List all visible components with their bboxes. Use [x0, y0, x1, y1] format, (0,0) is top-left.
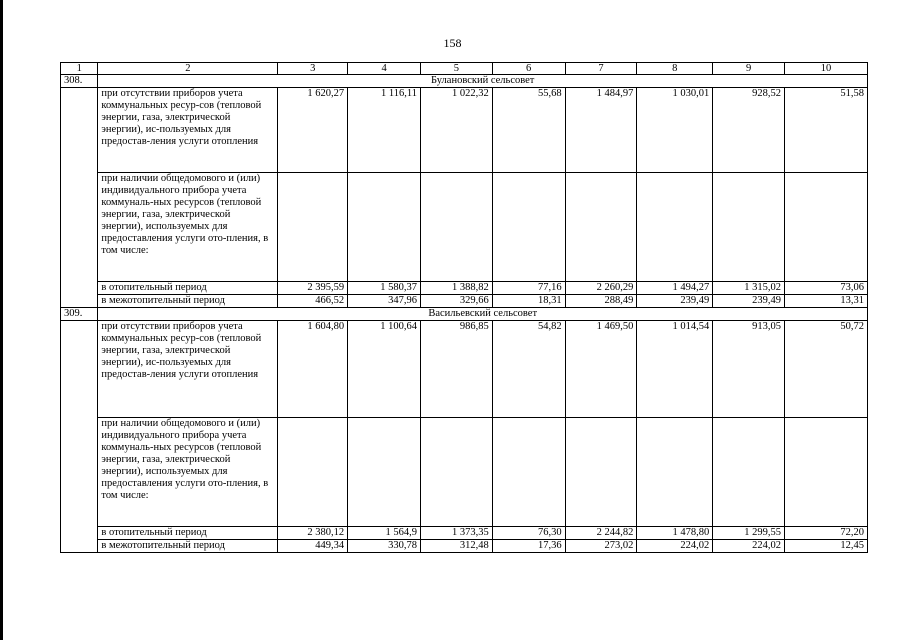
value-cell: 1 022,32	[420, 88, 492, 173]
column-header: 8	[637, 63, 713, 75]
value-cell: 928,52	[713, 88, 785, 173]
value-cell: 2 244,82	[565, 527, 637, 540]
value-cell: 986,85	[420, 321, 492, 418]
row-label: при отсутствии приборов учета коммунальных ресур-сов (тепловой энергии, газа, электрической энергии), ис-пользуемых для предостав-ления услуги отопления	[98, 321, 278, 418]
page-number: 158	[443, 36, 462, 50]
value-cell	[278, 418, 348, 527]
column-header: 5	[420, 63, 492, 75]
row-label: в отопительный период	[98, 527, 278, 540]
value-cell: 449,34	[278, 540, 348, 553]
value-cell	[420, 418, 492, 527]
column-header: 4	[348, 63, 421, 75]
column-number-row	[61, 63, 868, 75]
value-cell: 1 373,35	[420, 527, 492, 540]
value-cell: 73,06	[785, 282, 868, 295]
value-cell: 224,02	[637, 540, 713, 553]
table-row	[61, 321, 868, 418]
value-cell: 329,66	[420, 295, 492, 308]
section-header-row	[61, 308, 868, 321]
value-cell	[348, 173, 421, 282]
value-cell: 1 030,01	[637, 88, 713, 173]
value-cell: 913,05	[713, 321, 785, 418]
value-cell	[492, 173, 565, 282]
value-cell	[348, 418, 421, 527]
value-cell: 1 604,80	[278, 321, 348, 418]
value-cell	[420, 173, 492, 282]
scan-edge-bar	[0, 0, 3, 640]
value-cell: 18,31	[492, 295, 565, 308]
section-name: Булановский сельсовет	[98, 75, 868, 88]
value-cell: 1 014,54	[637, 321, 713, 418]
section-number: 308.	[61, 75, 98, 88]
value-cell: 1 478,80	[637, 527, 713, 540]
value-cell	[637, 173, 713, 282]
table-row	[61, 540, 868, 553]
row-label: при наличии общедомового и (или) индивидуального прибора учета коммуналь-ных ресурсов (тепловой энергии, газа, электрической энергии), используемых для предоставления услуги ото-пления, в том числе:	[98, 173, 278, 282]
value-cell	[713, 173, 785, 282]
value-cell: 55,68	[492, 88, 565, 173]
column-header: 9	[713, 63, 785, 75]
value-cell: 1 388,82	[420, 282, 492, 295]
value-cell	[565, 418, 637, 527]
table-row	[61, 88, 868, 173]
value-cell: 1 315,02	[713, 282, 785, 295]
table-row	[61, 418, 868, 527]
value-cell: 77,16	[492, 282, 565, 295]
row-label: при наличии общедомового и (или) индивидуального прибора учета коммуналь-ных ресурсов (тепловой энергии, газа, электрической энергии), используемых для предоставления услуги ото-пления, в том числе:	[98, 418, 278, 527]
value-cell	[785, 173, 868, 282]
value-cell: 273,02	[565, 540, 637, 553]
value-cell: 1 494,27	[637, 282, 713, 295]
column-header: 6	[492, 63, 565, 75]
value-cell: 239,49	[713, 295, 785, 308]
column-header: 1	[61, 63, 98, 75]
value-cell: 224,02	[713, 540, 785, 553]
value-cell: 239,49	[637, 295, 713, 308]
section-number: 309.	[61, 308, 98, 321]
table-row	[61, 527, 868, 540]
value-cell	[785, 418, 868, 527]
value-cell: 50,72	[785, 321, 868, 418]
section-name: Васильевский сельсовет	[98, 308, 868, 321]
value-cell	[565, 173, 637, 282]
value-cell: 330,78	[348, 540, 421, 553]
table-row	[61, 282, 868, 295]
row-label: при отсутствии приборов учета коммунальных ресур-сов (тепловой энергии, газа, электрической энергии), ис-пользуемых для предостав-ления услуги отопления	[98, 88, 278, 173]
table-row	[61, 173, 868, 282]
empty-cell	[61, 321, 98, 553]
value-cell: 347,96	[348, 295, 421, 308]
value-cell: 76,30	[492, 527, 565, 540]
section-header-row	[61, 75, 868, 88]
value-cell: 466,52	[278, 295, 348, 308]
value-cell: 288,49	[565, 295, 637, 308]
value-cell: 1 100,64	[348, 321, 421, 418]
column-header: 7	[565, 63, 637, 75]
value-cell: 2 380,12	[278, 527, 348, 540]
value-cell: 51,58	[785, 88, 868, 173]
value-cell: 72,20	[785, 527, 868, 540]
value-cell: 12,45	[785, 540, 868, 553]
value-cell: 1 620,27	[278, 88, 348, 173]
value-cell	[713, 418, 785, 527]
empty-cell	[61, 88, 98, 308]
value-cell: 1 299,55	[713, 527, 785, 540]
value-cell: 1 469,50	[565, 321, 637, 418]
value-cell	[637, 418, 713, 527]
value-cell: 2 395,59	[278, 282, 348, 295]
column-header: 3	[278, 63, 348, 75]
value-cell: 1 564,9	[348, 527, 421, 540]
value-cell	[492, 418, 565, 527]
value-cell: 312,48	[420, 540, 492, 553]
row-label: в межотопительный период	[98, 295, 278, 308]
value-cell: 54,82	[492, 321, 565, 418]
row-label: в отопительный период	[98, 282, 278, 295]
column-header: 10	[785, 63, 868, 75]
value-cell: 1 580,37	[348, 282, 421, 295]
value-cell: 1 484,97	[565, 88, 637, 173]
row-label: в межотопительный период	[98, 540, 278, 553]
value-cell: 1 116,11	[348, 88, 421, 173]
tariff-table	[60, 62, 868, 553]
value-cell	[278, 173, 348, 282]
value-cell: 2 260,29	[565, 282, 637, 295]
value-cell: 17,36	[492, 540, 565, 553]
value-cell: 13,31	[785, 295, 868, 308]
table-row	[61, 295, 868, 308]
column-header: 2	[98, 63, 278, 75]
